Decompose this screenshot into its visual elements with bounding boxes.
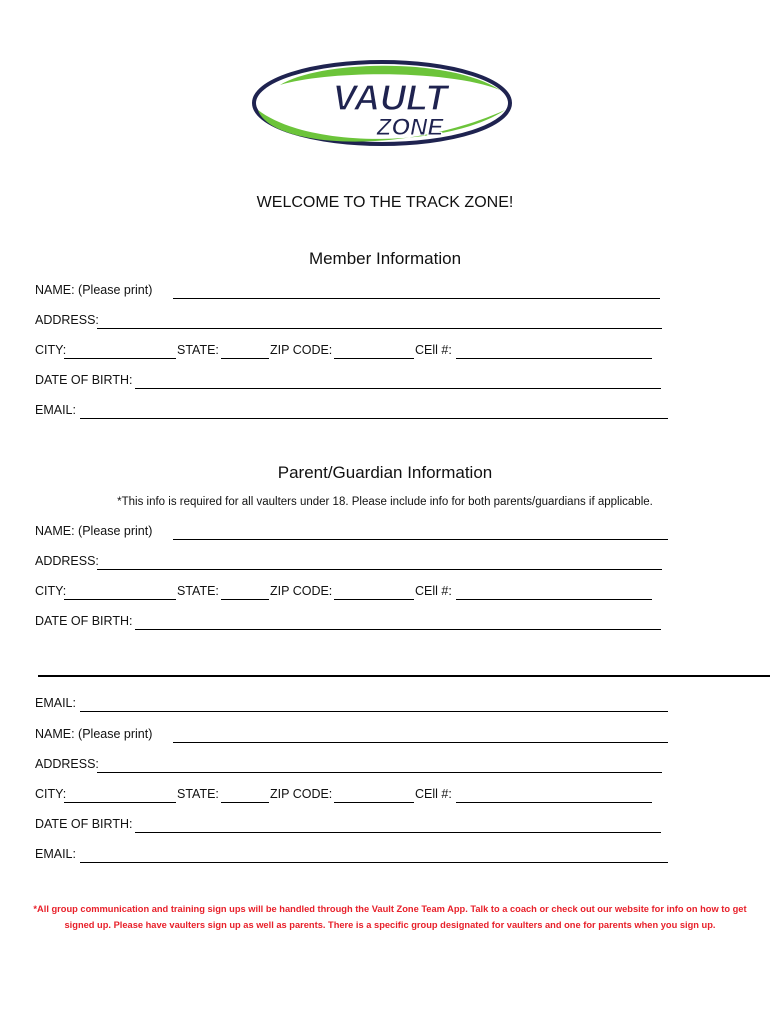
parent1-email-label: EMAIL: <box>35 696 76 710</box>
logo-text-zone: ZONE <box>376 114 444 141</box>
parent2-city-row[interactable] <box>35 787 665 807</box>
member-address-line[interactable] <box>97 328 662 329</box>
parent1-zip-label: ZIP CODE: <box>270 584 333 598</box>
member-dob-label: DATE OF BIRTH: <box>35 373 133 387</box>
parent1-state-label: STATE: <box>177 584 219 598</box>
parent1-dob-line[interactable] <box>135 629 661 630</box>
parent1-cell-label: CEll #: <box>415 584 452 598</box>
member-city-row[interactable] <box>35 343 665 363</box>
member-state-label: STATE: <box>177 343 219 357</box>
member-cell-label: CEll #: <box>415 343 452 357</box>
parent2-email-line[interactable] <box>80 862 668 863</box>
member-city-line[interactable] <box>64 358 176 359</box>
parent2-dob-line[interactable] <box>135 832 661 833</box>
parent1-city-row[interactable] <box>35 584 665 604</box>
section-divider <box>38 675 770 677</box>
parent1-address-line[interactable] <box>97 569 662 570</box>
parent2-city-label: CITY: <box>35 787 67 801</box>
parent2-name-label: NAME: (Please print) <box>35 727 153 741</box>
member-name-label: NAME: (Please print) <box>35 283 153 297</box>
parent2-state-line[interactable] <box>221 802 269 803</box>
parent1-zip-line[interactable] <box>334 599 414 600</box>
team-app-notice: *All group communication and training sign ups will be handled through the Vault Zone Team App. Talk to a coach or check out our website for info on how to get signed up. Please have vaulters sign up as well as parents. There is a specific group designated for vaulters and one for parents when you sign up. <box>33 904 747 930</box>
parent1-address-label: ADDRESS: <box>35 554 99 568</box>
member-name-line[interactable] <box>173 298 660 299</box>
member-email-line[interactable] <box>80 418 668 419</box>
logo-text-vault: VAULT <box>332 77 448 118</box>
parent-info-note: *This info is required for all vaulters under 18. Please include info for both parents/guardians if applicable. <box>117 496 653 508</box>
welcome-heading: WELCOME TO THE TRACK ZONE! <box>256 194 514 211</box>
member-info-title: Member Information <box>308 249 462 268</box>
parent1-name-label: NAME: (Please print) <box>35 524 153 538</box>
member-zip-label: ZIP CODE: <box>270 343 333 357</box>
parent2-dob-label: DATE OF BIRTH: <box>35 817 133 831</box>
member-zip-line[interactable] <box>334 358 414 359</box>
parent1-dob-label: DATE OF BIRTH: <box>35 614 133 628</box>
parent1-cell-line[interactable] <box>456 599 652 600</box>
member-state-line[interactable] <box>221 358 269 359</box>
member-dob-line[interactable] <box>135 388 661 389</box>
member-cell-line[interactable] <box>456 358 652 359</box>
parent2-name-line[interactable] <box>173 742 668 743</box>
parent2-cell-line[interactable] <box>456 802 652 803</box>
parent-info-title: Parent/Guardian Information <box>277 463 493 482</box>
parent2-email-label: EMAIL: <box>35 847 76 861</box>
member-email-label: EMAIL: <box>35 403 76 417</box>
member-address-label: ADDRESS: <box>35 313 99 327</box>
parent2-cell-label: CEll #: <box>415 787 452 801</box>
parent2-zip-label: ZIP CODE: <box>270 787 333 801</box>
parent1-city-line[interactable] <box>64 599 176 600</box>
parent2-zip-line[interactable] <box>334 802 414 803</box>
parent2-state-label: STATE: <box>177 787 219 801</box>
parent2-address-line[interactable] <box>97 772 662 773</box>
parent1-email-line[interactable] <box>80 711 668 712</box>
parent1-state-line[interactable] <box>221 599 269 600</box>
parent2-city-line[interactable] <box>64 802 176 803</box>
member-city-label: CITY: <box>35 343 67 357</box>
vault-zone-logo <box>250 55 515 155</box>
parent1-name-line[interactable] <box>173 539 668 540</box>
parent1-city-label: CITY: <box>35 584 67 598</box>
parent2-address-label: ADDRESS: <box>35 757 99 771</box>
